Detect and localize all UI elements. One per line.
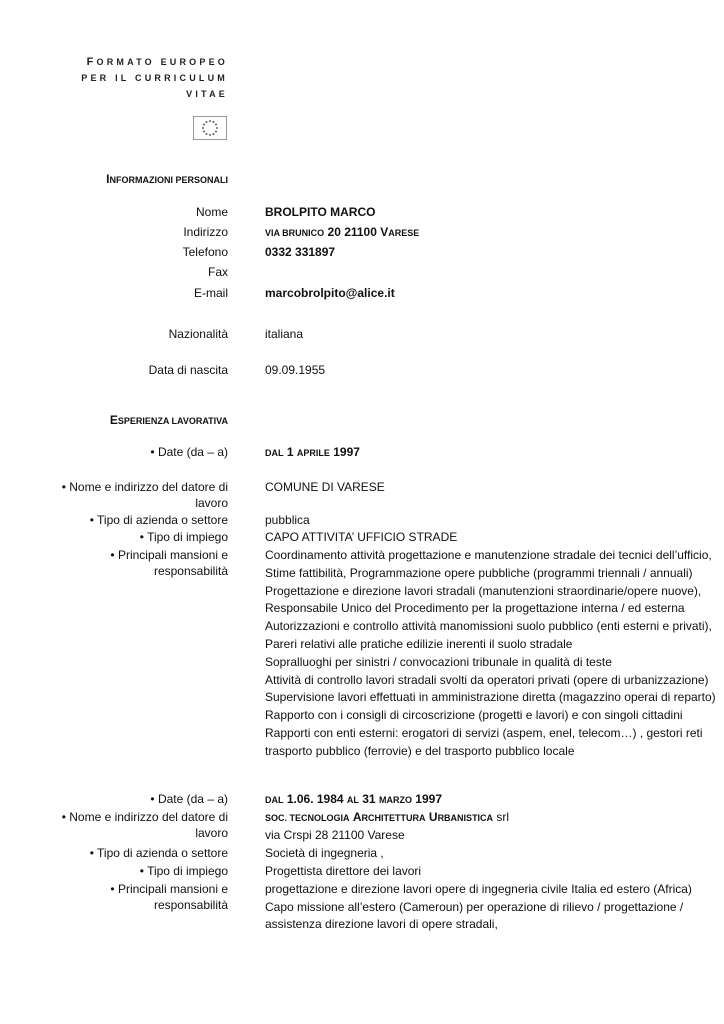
email-value: marcobrolpito@alice.it — [265, 286, 395, 300]
duty-line: Autorizzazioni e controllo attività manomissioni suolo pubblico (enti esterni e privati), — [265, 619, 712, 634]
fax-label: Fax — [207, 265, 228, 279]
duty-line: Progettazione e direzione lavori stradali (manutenzioni straordinarie/opere nuove), — [265, 583, 702, 598]
job2-date-label: • Date (da – a) — [150, 792, 228, 806]
job1-duties-label: • Principali mansioni e responsabilità — [110, 548, 228, 578]
duty-line: trasporto pubblico (ferrovie) e del trasporto pubblico locale — [265, 743, 575, 758]
duty-line: Stime fattibilità, Programmazione opere pubbliche (programmi triennali / annuali) — [265, 565, 693, 580]
job2-date-value: DAL 1.06. 1984 AL 31 MARZO 1997 — [265, 792, 442, 806]
phone-value: 0332 331897 — [265, 245, 336, 259]
birth-date-value: 09.09.1955 — [265, 363, 326, 377]
nationality-value: italiana — [265, 327, 304, 341]
phone-label: Telefono — [182, 245, 228, 259]
job1-type-value: pubblica — [265, 513, 310, 527]
job1-type-label: • Tipo di azienda o settore — [89, 513, 228, 527]
duty-line: Attività di controllo lavori stradali svolti da operatori privati (opere di urbanizzazione) — [265, 672, 709, 687]
duty-line: progettazione e direzione lavori opere di ingegneria civile Italia ed estero (Africa) — [265, 882, 692, 896]
duty-line: assistenza direzione lavori di opere stradali, — [265, 917, 498, 931]
job1-date-value: DAL 1 APRILE 1997 — [265, 445, 360, 459]
name-label: Nome — [195, 205, 228, 219]
job2-duties-list — [265, 881, 692, 934]
job2-role-label: • Tipo di impiego — [139, 864, 228, 878]
job1-duties-list — [265, 547, 716, 761]
job2-role-value: Progettista direttore dei lavori — [265, 864, 422, 878]
section-work-experience: ESPERIENZA LAVORATIVA — [109, 413, 228, 427]
eu-flag-icon — [193, 116, 227, 140]
section-personal-info: INFORMAZIONI PERSONALI — [106, 172, 228, 186]
address-value: VIA BRUNICO 20 21100 VARESE — [265, 225, 420, 239]
duty-line: Coordinamento attività progettazione e manutenzione stradale dei tecnici dell’ufficio, — [265, 548, 712, 562]
job1-employer-label: • Nome e indirizzo del datore di lavoro — [61, 480, 228, 510]
birth-date-label: Data di nascita — [148, 363, 228, 377]
duty-line: Sopralluoghi per sinistri / convocazioni tribunale in qualità di teste — [265, 654, 612, 669]
nationality-label: Nazionalità — [168, 327, 228, 341]
cv-title-line-1: FORMATO EUROPEO — [86, 56, 228, 68]
duty-line: Pareri relativi alle pratiche edilizie inerenti il suolo stradale — [265, 636, 573, 651]
cv-title-line-2: PER IL CURRICULUM — [81, 73, 228, 83]
job2-employer-address: via Crspi 28 21100 Varese — [265, 828, 405, 842]
address-label: Indirizzo — [183, 225, 228, 239]
cv-title-line-3: VITAE — [186, 89, 228, 99]
job2-type-value: Società di ingegneria , — [265, 846, 384, 860]
duty-line: Supervisione lavori effettuati in amministrazione diretta (magazzino operai di reparto) — [265, 690, 716, 705]
job2-employer-label: • Nome e indirizzo del datore di lavoro — [61, 810, 228, 840]
job1-date-label: • Date (da – a) — [150, 445, 228, 459]
duty-line: Rapporti con enti esterni: erogatori di servizi (aspem, enel, telecom…) , gestori reti — [265, 725, 703, 740]
job2-duties-label: • Principali mansioni e responsabilità — [110, 882, 228, 912]
duty-line: Responsabile Unico del Procedimento per la progettazione interna / ed esterna — [265, 601, 685, 616]
email-label: E-mail — [193, 286, 228, 300]
job1-role-value: CAPO ATTIVITA’ UFFICIO STRADE — [265, 530, 458, 544]
job1-employer-value: COMUNE DI VARESE — [265, 480, 385, 494]
duty-line: Capo missione all’estero (Cameroun) per operazione di rilievo / progettazione / — [265, 899, 684, 914]
job2-type-label: • Tipo di azienda o settore — [89, 846, 228, 860]
job2-employer-value: SOC. TECNOLOGIA ARCHITETTURA URBANISTICA srl — [265, 810, 510, 824]
duty-line: Rapporto con i consigli di circoscrizione (progetti e lavori) e con singoli cittadini — [265, 708, 683, 723]
name-value: BROLPITO MARCO — [265, 205, 376, 219]
job1-role-label: • Tipo di impiego — [139, 530, 228, 544]
